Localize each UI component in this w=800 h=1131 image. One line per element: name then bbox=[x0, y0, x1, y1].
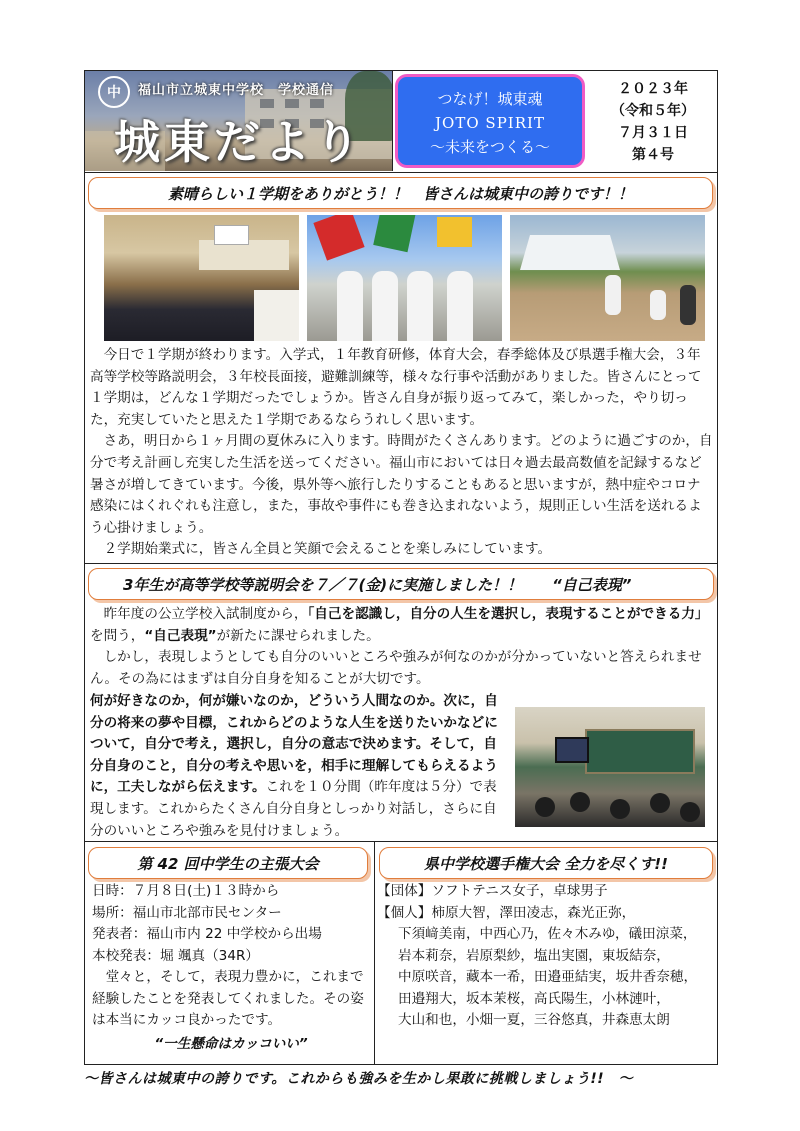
section4-heading-text: 県中学校選手権大会 全力を尽くす!! bbox=[424, 854, 668, 873]
section2-p1-e: が新たに課せられました。 bbox=[216, 627, 380, 644]
team-label: 【団体】 bbox=[377, 883, 432, 899]
motto-line-1: つなげ！城東魂 bbox=[437, 90, 543, 108]
divider bbox=[85, 172, 718, 173]
issue-era: （令和５年） bbox=[611, 103, 695, 119]
sports-festival-photo bbox=[307, 215, 502, 341]
individual-label: 【個人】 bbox=[377, 904, 432, 921]
motto-line-2: JOTO SPIRIT bbox=[435, 114, 545, 132]
speech-body: 堂々と，そして，表現力豊かに，これまで経験したことを発表してくれました。その姿は本当にカッコ良かったです。 bbox=[92, 969, 364, 1028]
motto-box bbox=[395, 74, 585, 168]
issue-number: 第４号 bbox=[632, 147, 674, 163]
section2-p2-a: しかし，表現しようとしても自分のいいところや強みが何なのかが分かっていないと答えられません。その為にはまずは自分自身を知ることが大切です。 bbox=[90, 649, 702, 687]
section2-p2-c: これを１０分間（昨年度は５分）で表現します。これからたくさん自分自身としっかり対話し，さらに自分のいいところや強みを見付けましょう。 bbox=[90, 779, 497, 839]
individual-line-4: 田邉翔大，坂本茉桜，高氏陽生，小林漣叶， bbox=[398, 990, 670, 1007]
divider bbox=[85, 563, 718, 564]
divider bbox=[85, 841, 718, 842]
speech-quote: “一生懸命はカッコいい” bbox=[154, 1035, 308, 1052]
section2-p2-b: 何が好きなのか，何が嫌いなのか，どういう人間なのか。次に，自分の将来の夢や目標，これからどのような人生を送りたいかなどについて，自分で考え，選択し，自分の意志で決めます。そして，自分自身のこと，自分の考えや思いを，相手に理解してもらえるように，工夫しながら伝えます。 bbox=[90, 693, 498, 796]
section1-paragraph-2: さあ，明日から１ヶ月間の夏休みに入ります。時間がたくさんあります。どのように過ごすのか，自分で考え計画し充実した生活を送ってください。福山市においては日々過去最高数値を記録するなど暑さが増してきています。今後，県外等へ旅行したりすることもあると思いますが，熱中症やコロナ感染にはくれぐれも注意し，また，事故や事件にも巻き込まれないよう，規則正しい生活を送れるよう心掛けましょう。 bbox=[90, 433, 713, 536]
speech-place: 場所：福山市北部市民センター bbox=[92, 904, 282, 921]
individual-line-2: 岩本莉奈，岩原梨紗，塩出実園，東坂結奈， bbox=[398, 947, 670, 964]
motto-line-3: ～未来をつくる～ bbox=[429, 138, 550, 156]
issue-date: ７月３１日 bbox=[618, 125, 688, 141]
column-divider bbox=[374, 842, 375, 1065]
section3-heading bbox=[88, 847, 368, 879]
speech-presenters: 発表者：福山市内 22 中学校から出場 bbox=[92, 926, 322, 942]
section1-heading-text: 素晴らしい１学期をありがとう！！ 皆さんは城東中の誇りです！！ bbox=[167, 184, 633, 203]
section2-p1-d: “自己表現” bbox=[144, 627, 217, 644]
section2-p1-b: 「自己を認識し，自分の人生を選択し，表現することができる力」 bbox=[307, 606, 709, 622]
speech-date: 日時：７月８日(土)１３時から bbox=[92, 883, 280, 899]
section2-heading-text: 3年生が高等学校等説明会を７／７(金)に実施しました！！ “自己表現” bbox=[123, 575, 632, 594]
individual-line-5: 大山和也，小畑一夏，三谷悠真，井森恵太朗 bbox=[398, 1012, 670, 1028]
section1-paragraph-3: ２学期始業式に，皆さん全員と笑顔で会えることを楽しみにしています。 bbox=[103, 541, 552, 558]
newsletter-title: 城東だより bbox=[114, 115, 364, 169]
footer-message: ～皆さんは城東中の誇りです。これからも強みを生かし果敢に挑戦しましょう!! ～ bbox=[84, 1071, 634, 1087]
speech-contest-details bbox=[92, 881, 370, 1055]
team-value: ソフトテニス女子，卓球男子 bbox=[431, 883, 608, 899]
speech-school-presenter: 本校発表：堀 颯真（34R） bbox=[92, 947, 260, 964]
section3-heading-text: 第 42 回中学生の主張大会 bbox=[137, 854, 319, 873]
section2-body bbox=[90, 691, 510, 842]
section1-heading bbox=[88, 177, 713, 209]
issue-year: ２０２３年 bbox=[618, 81, 688, 97]
individual-line-0: 柿原大智，澤田凌志，森光正弥， bbox=[431, 904, 636, 921]
classroom-photo bbox=[515, 707, 705, 827]
section2-heading bbox=[88, 568, 714, 600]
baseball-game-photo bbox=[510, 215, 705, 341]
section2-p1-a: 昨年度の公立学校入試制度から， bbox=[103, 606, 308, 622]
section2-p1-c: を問う， bbox=[90, 627, 145, 644]
school-emblem-icon: 中 bbox=[98, 76, 130, 108]
entrance-ceremony-photo bbox=[104, 215, 299, 341]
section2-intro bbox=[90, 604, 714, 690]
section4-heading bbox=[379, 847, 713, 879]
individual-line-3: 中原咲音，藏本一希，田邉亜結実，坂井香奈穂， bbox=[398, 969, 698, 985]
section1-paragraph-1: 今日で１学期が終わります。入学式，１年教育研修，体育大会，春季総体及び県選手権大会，３年高等学校等路説明会，３年校長面接，避難訓練等，様々な行事や活動がありました。皆さんにとって１学期は，どんな１学期だったでしょうか。皆さん自身が振り返ってみて，楽しかった，やり切った，充実していたと思えた１学期であるならうれしく思います。 bbox=[90, 347, 702, 428]
issue-date-block bbox=[590, 78, 716, 166]
school-name: 福山市立城東中学校 学校通信 bbox=[138, 83, 335, 98]
prefectural-results bbox=[377, 881, 717, 1032]
individual-line-1: 下須﨑美南，中西心乃，佐々木みゆ，礒田涼菜， bbox=[398, 926, 697, 942]
section1-body bbox=[90, 345, 714, 561]
